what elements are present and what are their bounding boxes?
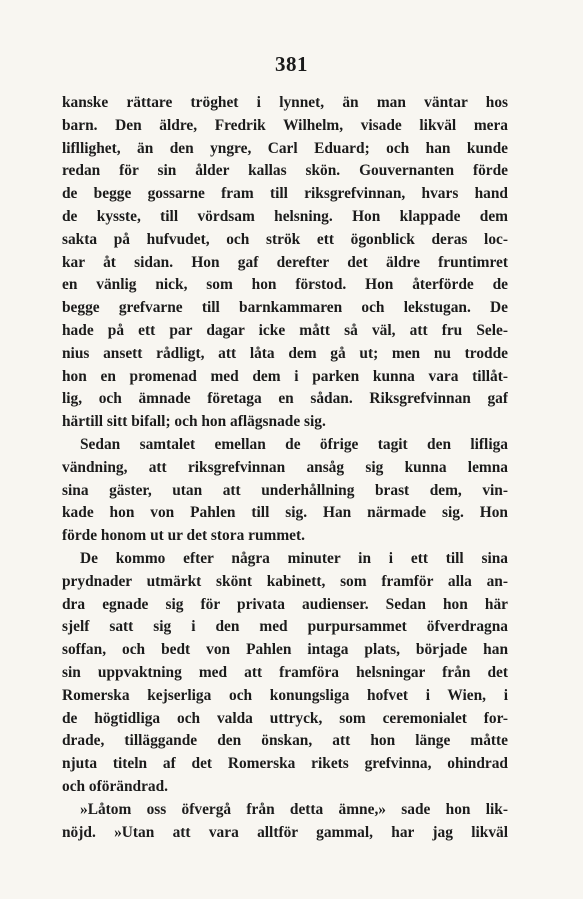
text-line: de begge gossarne fram till riksgrefvinnan, hvars hand [62, 185, 508, 203]
text-line: dra egnade sig för privata audienser. Sedan hon här [62, 595, 508, 613]
text-line: »Låtom oss öfvergå från detta ämne,» sade hon lik- [80, 800, 508, 818]
text-line: härtill sitt bifall; och hon aflägsnade sig. [62, 413, 326, 431]
text-line: De kommo efter några minuter in i ett till sina [80, 549, 508, 567]
text-line: kade hon von Pahlen till sig. Han närmade sig. Hon [62, 504, 508, 522]
text-line: lig, och ämnade företaga en sådan. Riksgrefvinnan gaf [62, 390, 508, 408]
text-line: Romerska kejserliga och konungsliga hofvet i Wien, i [62, 686, 508, 704]
text-line: hade på ett par dagar icke mått så väl, att fru Sele- [62, 321, 508, 339]
text-line: Sedan samtalet emellan de öfrige tagit den lifliga [80, 435, 508, 453]
text-line: och oförändrad. [62, 777, 169, 795]
page-number: 381 [275, 52, 308, 76]
text-line: drade, tilläggande den önskan, att hon länge måtte [62, 732, 508, 750]
text-line: hon en promenad med dem i parken kunna vara tillåt- [62, 367, 508, 385]
text-line: vändning, att riksgrefvinnan ansåg sig kunna lemna [62, 458, 508, 476]
text-line: prydnader utmärkt skönt kabinett, som framför alla an- [62, 572, 508, 590]
text-line: förde honom ut ur det stora rummet. [62, 527, 305, 545]
text-line: begge grefvarne till barnkammaren och lekstugan. De [62, 299, 508, 317]
text-line: en vänlig nick, som hon förstod. Hon återförde de [62, 276, 508, 294]
text-line: lifllighet, än den yngre, Carl Eduard; och han kunde [62, 139, 508, 157]
text-line: sina gäster, utan att underhållning brast dem, vin- [62, 481, 508, 499]
text-line: de högtidliga och valda uttryck, som ceremonialet for- [62, 709, 508, 727]
text-line: soffan, och bedt von Pahlen intaga plats, började han [62, 641, 508, 659]
text-line: nius ansett rådligt, att låta dem gå ut; men nu trodde [62, 344, 508, 362]
body-text [62, 92, 508, 844]
text-line: nöjd. »Utan att vara alltför gammal, har jag likväl [62, 823, 508, 841]
text-line: kar åt sidan. Hon gaf derefter det äldre fruntimret [62, 253, 508, 271]
text-line: barn. Den äldre, Fredrik Wilhelm, visade likväl mera [62, 116, 508, 134]
text-line: sin uppvaktning med att framföra helsningar från det [62, 663, 508, 681]
text-line: njuta titeln af det Romerska rikets grefvinna, ohindrad [62, 755, 508, 773]
text-line: sjelf satt sig i den med purpursammet öfverdragna [62, 618, 508, 636]
text-line: kanske rättare tröghet i lynnet, än man väntar hos [62, 94, 508, 111]
text-line: sakta på hufvudet, och strök ett ögonblick deras loc- [62, 230, 508, 248]
text-line: de kysste, till vördsam helsning. Hon klappade dem [62, 207, 508, 225]
text-line: redan för sin ålder kallas skön. Gouvernanten förde [62, 162, 508, 180]
